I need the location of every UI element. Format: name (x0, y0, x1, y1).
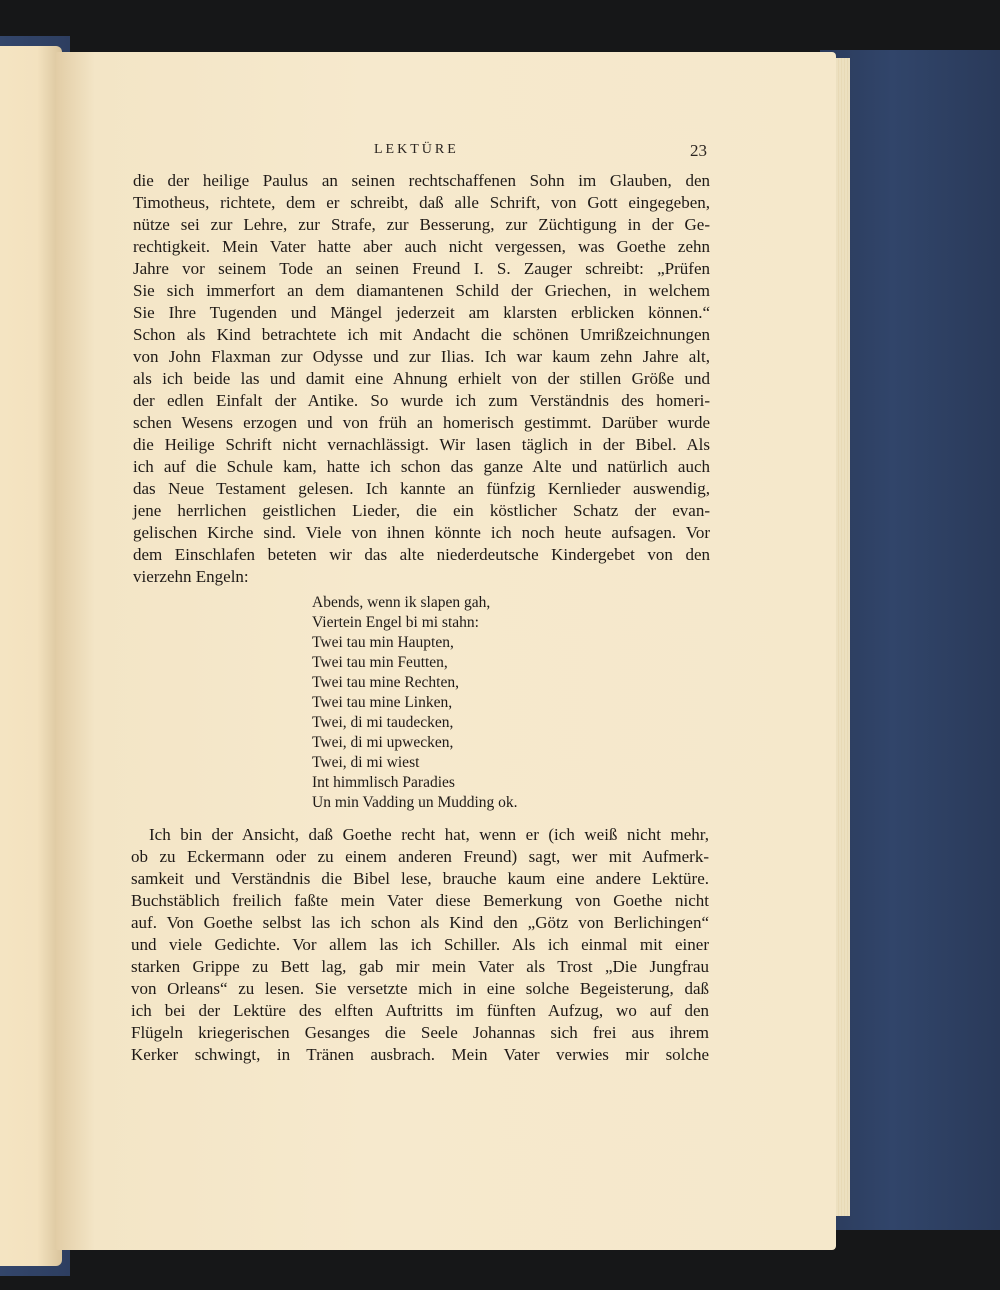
verse-line: Twei tau mine Rechten, (312, 674, 459, 691)
verse-block (312, 593, 518, 813)
verse-line: Twei, di mi wiest (312, 754, 420, 771)
verse-line: Abends, wenn ik slapen gah, (312, 594, 491, 611)
text-line: von John Flaxman zur Odysse und zur Ilias. Ich war kaum zehn Jahre alt, (133, 347, 710, 366)
page-number: 23 (690, 141, 707, 160)
text-line: Flügeln kriegerischen Gesanges die Seele Johannas sich frei aus ihrem (131, 1023, 709, 1042)
text-line: Sie Ihre Tugenden und Mängel jederzeit am klarsten erblicken können.“ (133, 303, 710, 322)
text-line: rechtigkeit. Mein Vater hatte aber auch nicht vergessen, was Goethe zehn (133, 237, 710, 256)
text-line: ich bei der Lektüre des elften Auftritts im fünften Aufzug, wo auf den (131, 1001, 709, 1020)
paragraph-2 (131, 824, 709, 1066)
text-line: nütze sei zur Lehre, zur Strafe, zur Besserung, zur Züchtigung in der Ge- (133, 215, 710, 234)
page-header (116, 142, 716, 166)
text-line: schen Wesens erzogen und von früh an homerisch gestimmt. Darüber wurde (133, 413, 710, 432)
verse-line: Twei tau min Feutten, (312, 654, 448, 671)
text-line: vierzehn Engeln: (133, 567, 249, 586)
text-line: ich auf die Schule kam, hatte ich schon das ganze Alte und natürlich auch (133, 457, 710, 476)
book-page (56, 52, 836, 1250)
text-line: gelischen Kirche sind. Viele von ihnen könnte ich noch heute aufsagen. Vor (133, 523, 710, 542)
verse-line: Twei tau min Haupten, (312, 634, 454, 651)
verse-line: Viertein Engel bi mi stahn: (312, 614, 479, 631)
text-line: Jahre vor seinem Tode an seinen Freund I. S. Zauger schreibt: „Prüfen (133, 259, 710, 278)
text-line: jene herrlichen geistlichen Lieder, die ein köstlicher Schatz der evan- (133, 501, 710, 520)
verse-line: Un min Vadding un Mudding ok. (312, 794, 518, 811)
text-line: Sie sich immerfort an dem diamantenen Schild der Griechen, in welchem (133, 281, 710, 300)
text-line: dem Einschlafen beteten wir das alte niederdeutsche Kindergebet von den (133, 545, 710, 564)
text-line: Buchstäblich freilich faßte mein Vater diese Bemerkung von Goethe nicht (131, 891, 709, 910)
text-line: Timotheus, richtete, dem er schreibt, daß alle Schrift, von Gott eingegeben, (133, 193, 710, 212)
text-line: Schon als Kind betrachtete ich mit Andacht die schönen Umrißzeichnungen (133, 325, 710, 344)
text-line: samkeit und Verständnis die Bibel lese, brauche kaum eine andere Lektüre. (131, 869, 709, 888)
text-line: Ich bin der Ansicht, daß Goethe recht hat, wenn er (ich weiß nicht mehr, (149, 825, 709, 844)
running-head: LEKTÜRE (374, 142, 459, 157)
verse-line: Twei, di mi upwecken, (312, 734, 454, 751)
text-line: auf. Von Goethe selbst las ich schon als Kind den „Götz von Berlichingen“ (131, 913, 709, 932)
verse-line: Twei, di mi taudecken, (312, 714, 454, 731)
text-line: Kerker schwingt, in Tränen ausbrach. Mein Vater verwies mir solche (131, 1045, 709, 1064)
text-line: von Orleans“ zu lesen. Sie versetzte mich in eine solche Begeisterung, daß (131, 979, 709, 998)
text-line: das Neue Testament gelesen. Ich kannte an fünfzig Kernlieder auswendig, (133, 479, 710, 498)
text-line: und viele Gedichte. Vor allem las ich Schiller. Als ich einmal mit einer (131, 935, 709, 954)
paragraph-1 (133, 170, 710, 588)
text-line: starken Grippe zu Bett lag, gab mir mein Vater als Trost „Die Jungfrau (131, 957, 709, 976)
facing-page-edge (0, 46, 62, 1266)
verse-line: Int himmlisch Paradies (312, 774, 455, 791)
text-line: ob zu Eckermann oder zu einem anderen Freund) sagt, wer mit Aufmerk- (131, 847, 709, 866)
text-line: der edlen Einfalt der Antike. So wurde ich zum Verständnis des homeri- (133, 391, 710, 410)
verse-line: Twei tau mine Linken, (312, 694, 453, 711)
text-line: als ich beide las und damit eine Ahnung erhielt von der stillen Größe und (133, 369, 710, 388)
text-line: die der heilige Paulus an seinen rechtschaffenen Sohn im Glauben, den (133, 171, 710, 190)
text-line: die Heilige Schrift nicht vernachlässigt. Wir lasen täglich in der Bibel. Als (133, 435, 710, 454)
